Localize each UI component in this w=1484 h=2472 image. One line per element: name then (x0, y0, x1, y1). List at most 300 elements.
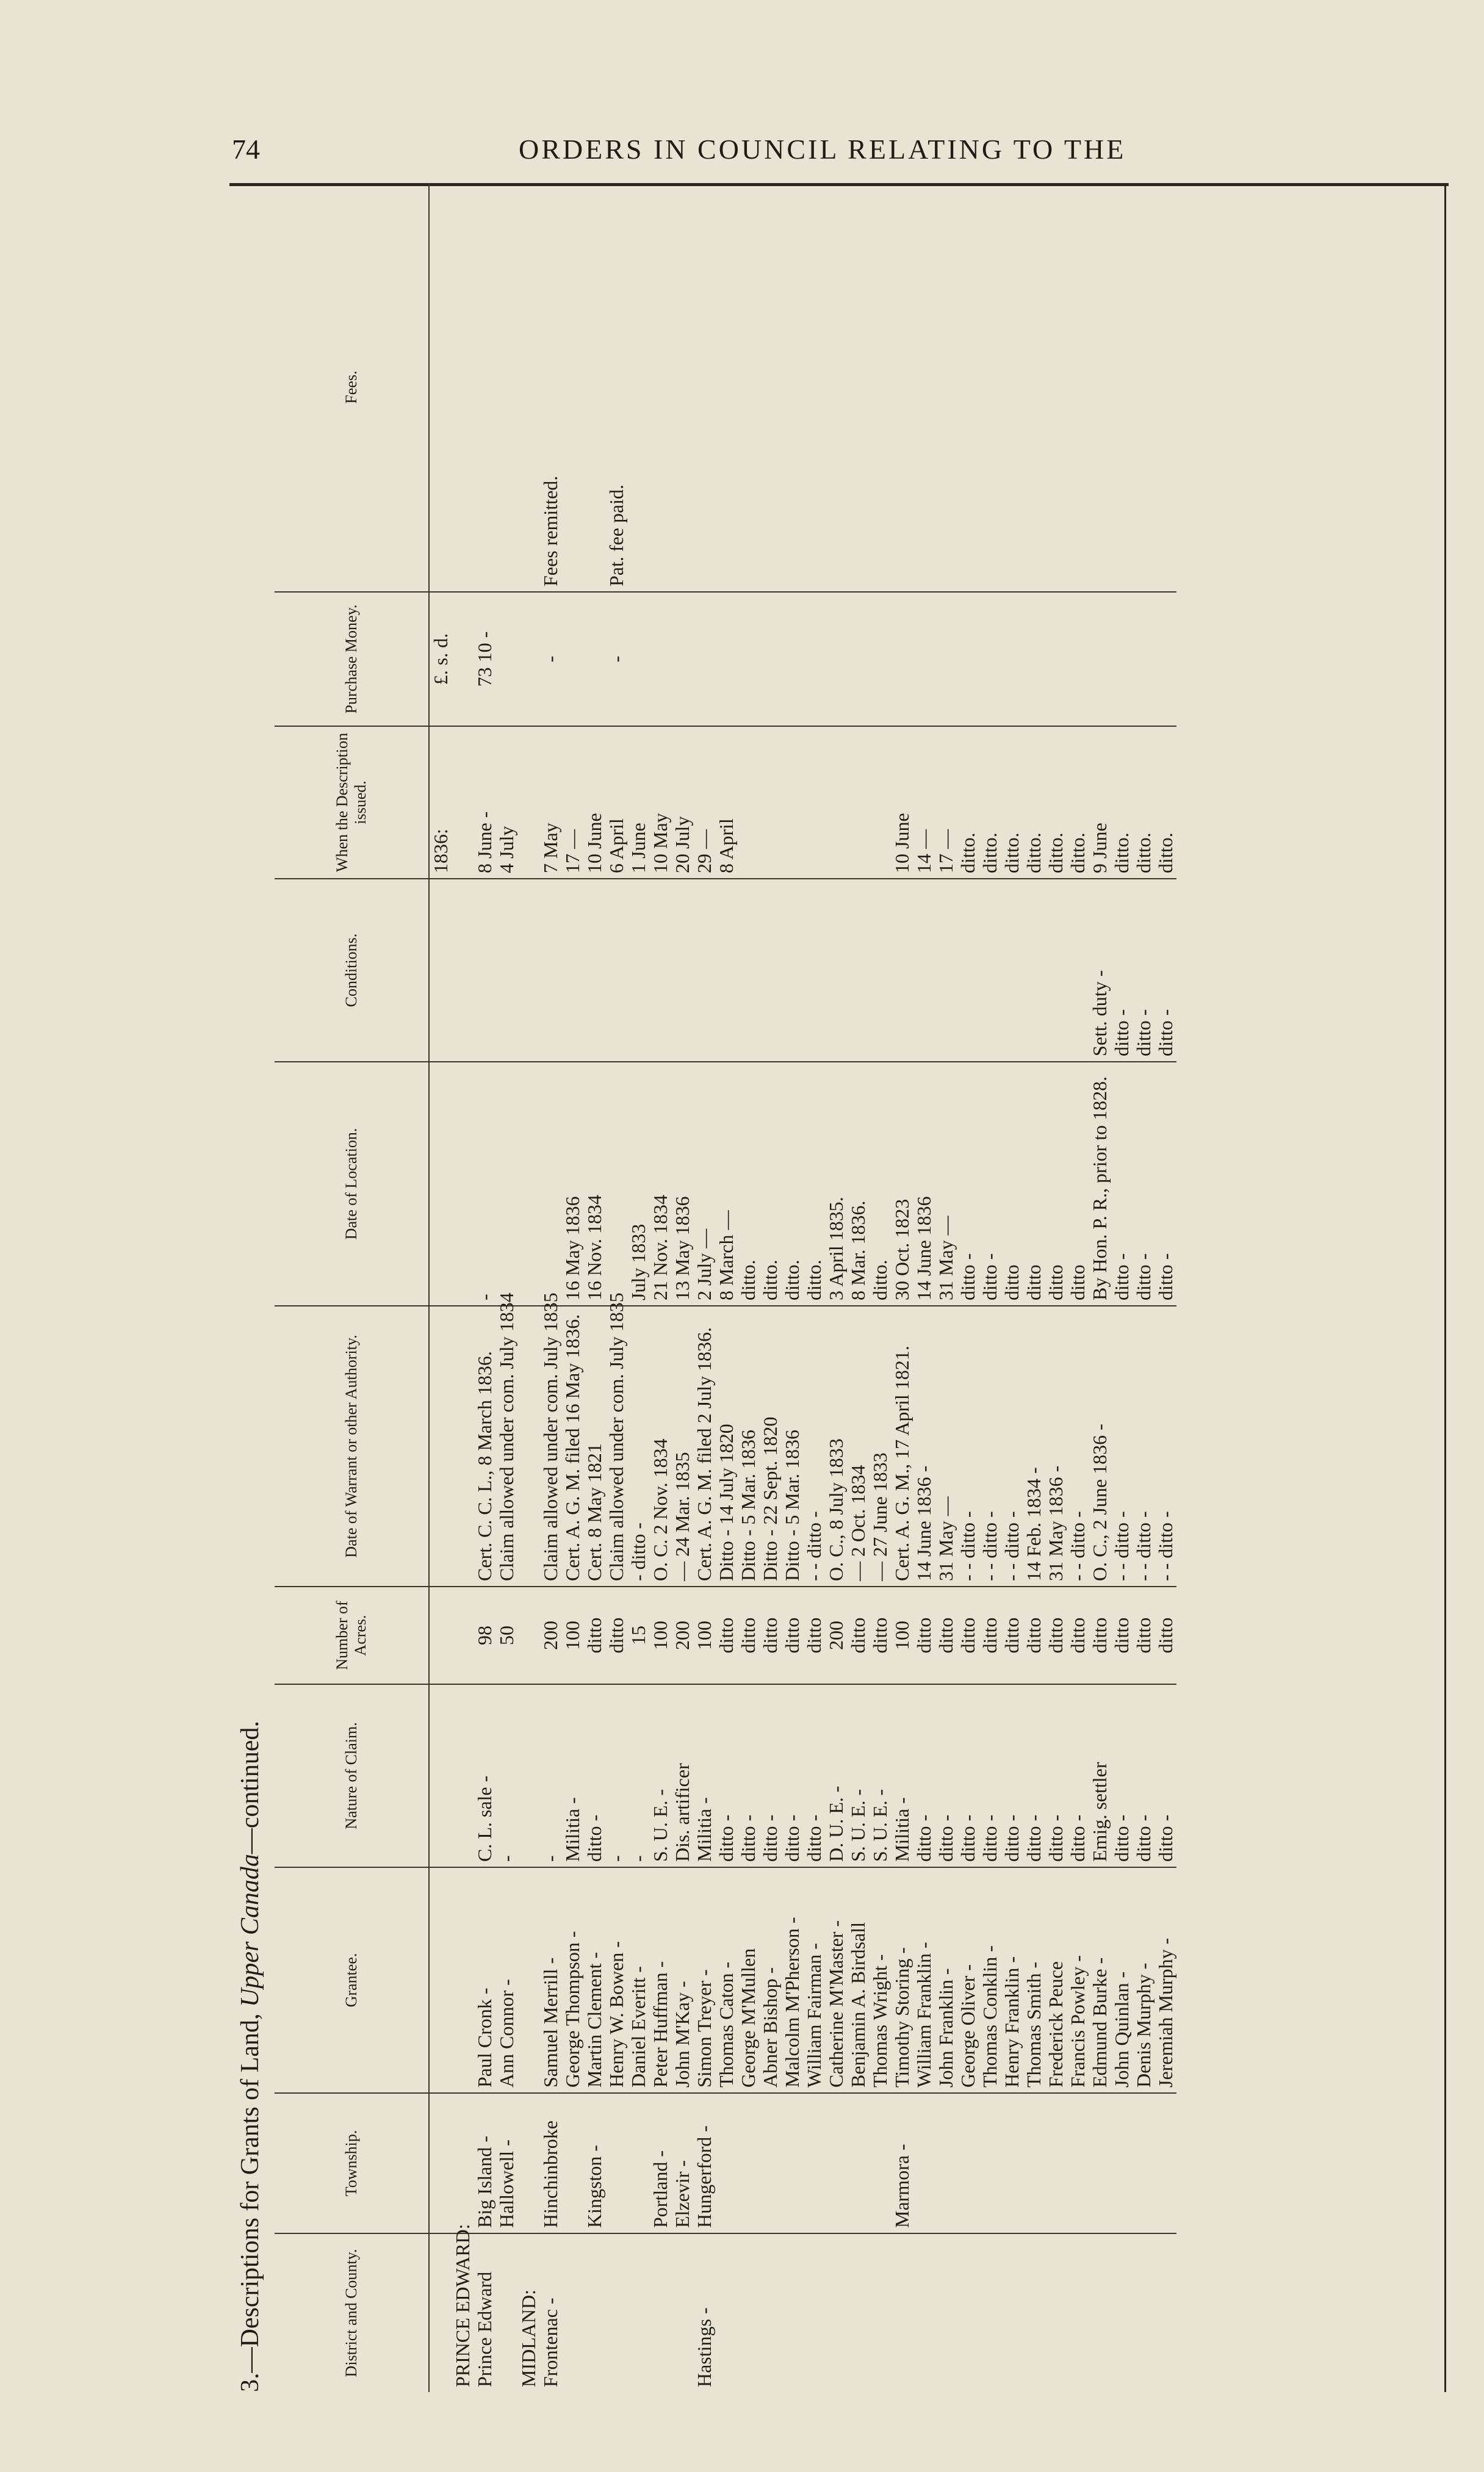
cell-district (891, 2233, 913, 2392)
cell-fees (452, 183, 474, 592)
cell-grantee: Thomas Caton - (715, 1867, 737, 2093)
cell-fees (1067, 183, 1089, 592)
cell-district (869, 2233, 891, 2392)
cell-township (1001, 2093, 1023, 2233)
table-row (1154, 183, 1176, 2392)
cell-district (1154, 2233, 1176, 2392)
cell-conditions (847, 879, 869, 1062)
table-row (869, 183, 891, 2392)
cell-issued: 17 — (561, 726, 583, 879)
cell-fees (847, 183, 869, 592)
cell-grantee (452, 1867, 474, 2093)
cell-grantee: Paul Cronk - (474, 1867, 495, 2093)
cell-acres (429, 1587, 452, 1684)
cell-warrant: Ditto - 5 Mar. 1836 (781, 1306, 803, 1587)
cell-fees (517, 183, 539, 592)
column-header: Nature of Claim. (275, 1684, 429, 1867)
cell-warrant: Claim allowed under com. July 1835 (539, 1306, 561, 1587)
cell-warrant: Cert. C. C. L., 8 March 1836. (474, 1306, 495, 1587)
cell-district (781, 2233, 803, 2392)
cell-township (1111, 2093, 1133, 2233)
cell-acres: 200 (539, 1587, 561, 1684)
cell-conditions (605, 879, 627, 1062)
cell-grantee: Edmund Burke - (1089, 1867, 1111, 2093)
cell-location: ditto - (1111, 1062, 1133, 1306)
cell-claim: Emig. settler (1089, 1684, 1111, 1867)
cell-fees (979, 183, 1001, 592)
column-header: Township. (275, 2093, 429, 2233)
cell-claim: S. U. E. - (869, 1684, 891, 1867)
cell-warrant: 31 May — (935, 1306, 957, 1587)
cell-grantee: George M'Mullen (737, 1867, 759, 2093)
cell-conditions (1001, 879, 1023, 1062)
cell-purchase (869, 592, 891, 726)
cell-location: By Hon. P. R., prior to 1828. (1089, 1062, 1111, 1306)
cell-claim: ditto - (715, 1684, 737, 1867)
cell-acres (517, 1587, 539, 1684)
cell-district (1133, 2233, 1154, 2392)
cell-conditions (957, 879, 979, 1062)
cell-grantee: Henry Franklin - (1001, 1867, 1023, 2093)
cell-township (825, 2093, 847, 2233)
cell-township: Hallowell - (495, 2093, 517, 2233)
cell-conditions (649, 879, 671, 1062)
table-header-row (275, 183, 429, 2392)
table-caption (232, 1721, 268, 2392)
cell-claim: Militia - (891, 1684, 913, 1867)
cell-claim: ditto - (759, 1684, 781, 1867)
cell-grantee: William Franklin - (913, 1867, 935, 2093)
cell-fees (869, 183, 891, 592)
cell-acres (452, 1587, 474, 1684)
cell-issued: 9 June (1089, 726, 1111, 879)
cell-grantee: William Fairman - (803, 1867, 825, 2093)
cell-conditions (452, 879, 474, 1062)
cell-conditions (737, 879, 759, 1062)
cell-claim: ditto - (781, 1684, 803, 1867)
cell-acres: ditto (583, 1587, 605, 1684)
cell-location: ditto - (1133, 1062, 1154, 1306)
cell-district (1023, 2233, 1045, 2392)
cell-district (1001, 2233, 1023, 2392)
cell-warrant: — 24 Mar. 1835 (671, 1306, 693, 1587)
table-row (1111, 183, 1133, 2392)
cell-location (539, 1062, 561, 1306)
cell-grantee: Timothy Storing - (891, 1867, 913, 2093)
cell-issued (781, 726, 803, 879)
cell-claim: ditto - (1001, 1684, 1023, 1867)
cell-claim: ditto - (1045, 1684, 1067, 1867)
cell-district: Frontenac - (539, 2297, 561, 2387)
cell-district (429, 2233, 452, 2392)
column-header: Number of Acres. (275, 1587, 429, 1684)
cell-location: 16 May 1836 (561, 1062, 583, 1306)
table-row (759, 183, 781, 2392)
cell-township: Kingston - (583, 2093, 605, 2233)
cell-fees (913, 183, 935, 592)
cell-township: Hinchinbroke (539, 2093, 561, 2233)
cell-location: 13 May 1836 (671, 1062, 693, 1306)
cell-fees (891, 183, 913, 592)
cell-issued: ditto. (1133, 726, 1154, 879)
cell-purchase (737, 592, 759, 726)
cell-claim: ditto - (1133, 1684, 1154, 1867)
cell-issued (452, 726, 474, 879)
table-row (715, 183, 737, 2392)
cell-district (1045, 2233, 1067, 2392)
cell-purchase (693, 592, 715, 726)
cell-district (671, 2233, 693, 2392)
cell-purchase (1001, 592, 1023, 726)
cell-warrant: Cert. A. G. M., 17 April 1821. (891, 1306, 913, 1587)
cell-grantee: Frederick Peuce (1045, 1867, 1067, 2093)
cell-district: MIDLAND: (517, 2290, 539, 2387)
cell-claim: ditto - (979, 1684, 1001, 1867)
cell-acres: ditto (605, 1587, 627, 1684)
cell-purchase (759, 592, 781, 726)
cell-township (627, 2093, 649, 2233)
cell-issued (737, 726, 759, 879)
cell-issued (847, 726, 869, 879)
cell-fees (561, 183, 583, 592)
cell-claim: ditto - (957, 1684, 979, 1867)
cell-grantee (517, 1867, 539, 2093)
cell-warrant (517, 1306, 539, 1587)
cell-purchase (891, 592, 913, 726)
cell-location: 30 Oct. 1823 (891, 1062, 913, 1306)
cell-district (957, 2233, 979, 2392)
cell-issued: 8 April (715, 726, 737, 879)
cell-district (605, 2233, 627, 2392)
cell-grantee: Benjamin A. Birdsall (847, 1867, 869, 2093)
cell-warrant: - - ditto - (1067, 1306, 1089, 1587)
cell-grantee: John Quinlan - (1111, 1867, 1133, 2093)
cell-township: Elzevir - (671, 2093, 693, 2233)
cell-purchase (847, 592, 869, 726)
cell-location: ditto. (803, 1062, 825, 1306)
cell-township (452, 2093, 474, 2233)
cell-acres: 98 (474, 1587, 495, 1684)
cell-acres: 100 (693, 1587, 715, 1684)
cell-district (715, 2233, 737, 2392)
cell-district (847, 2233, 869, 2392)
cell-claim: - (627, 1684, 649, 1867)
cell-claim: - (605, 1684, 627, 1867)
cell-acres: ditto (913, 1587, 935, 1684)
cell-fees (715, 183, 737, 592)
cell-issued: ditto. (979, 726, 1001, 879)
cell-warrant: - - ditto - (957, 1306, 979, 1587)
cell-claim: ditto - (737, 1684, 759, 1867)
cell-purchase: - (605, 592, 627, 726)
table-row (429, 183, 452, 2392)
cell-purchase: £. s. d. (429, 592, 452, 726)
grants-table (275, 183, 1176, 2392)
cell-grantee: Samuel Merrill - (539, 1867, 561, 2093)
cell-location: 16 Nov. 1834 (583, 1062, 605, 1306)
cell-fees (693, 183, 715, 592)
cell-acres: ditto (1045, 1587, 1067, 1684)
cell-warrant: Cert. A. G. M. filed 2 July 1836. (693, 1306, 715, 1587)
cell-claim (452, 1684, 474, 1867)
cell-district (913, 2233, 935, 2392)
cell-district (495, 2233, 517, 2392)
cell-issued: 4 July (495, 726, 517, 879)
table-row (737, 183, 759, 2392)
cell-township (1023, 2093, 1045, 2233)
cell-conditions (539, 879, 561, 1062)
cell-conditions (561, 879, 583, 1062)
cell-acres: ditto (1001, 1587, 1023, 1684)
cell-acres: 100 (649, 1587, 671, 1684)
cell-location: ditto (1045, 1062, 1067, 1306)
caption-prefix: 3.—Descriptions for Grants of Land, (236, 2013, 264, 2392)
cell-township (1154, 2093, 1176, 2233)
cell-acres: ditto (957, 1587, 979, 1684)
cell-purchase (1133, 592, 1154, 726)
cell-acres: 100 (891, 1587, 913, 1684)
cell-township: Big Island - (474, 2093, 495, 2233)
cell-township (847, 2093, 869, 2233)
cell-claim: Militia - (693, 1684, 715, 1867)
cell-conditions (759, 879, 781, 1062)
cell-location: ditto. (781, 1062, 803, 1306)
page-header (232, 133, 1446, 176)
column-header: District and County. (275, 2233, 429, 2392)
cell-fees (1023, 183, 1045, 592)
cell-fees (737, 183, 759, 592)
cell-warrant: - - ditto - (1133, 1306, 1154, 1587)
table-bottom-rule (1444, 183, 1446, 2392)
cell-grantee: Peter Huffman - (649, 1867, 671, 2093)
cell-warrant: Cert. 8 May 1821 (583, 1306, 605, 1587)
cell-conditions: ditto - (1154, 879, 1176, 1062)
cell-fees (583, 183, 605, 592)
cell-issued (517, 726, 539, 879)
cell-township (979, 2093, 1001, 2233)
column-header: Grantee. (275, 1867, 429, 2093)
cell-location: ditto. (737, 1062, 759, 1306)
cell-purchase (649, 592, 671, 726)
cell-warrant: O. C. 2 Nov. 1834 (649, 1306, 671, 1587)
cell-conditions (495, 879, 517, 1062)
cell-issued: 14 — (913, 726, 935, 879)
cell-grantee: Ann Connor - (495, 1867, 517, 2093)
cell-conditions (825, 879, 847, 1062)
cell-claim: Militia - (561, 1684, 583, 1867)
cell-issued: 29 — (693, 726, 715, 879)
cell-warrant: - - ditto - (1111, 1306, 1133, 1587)
cell-acres: ditto (781, 1587, 803, 1684)
cell-location: 2 July — (693, 1062, 715, 1306)
cell-location: 14 June 1836 (913, 1062, 935, 1306)
cell-location: 3 April 1835. (825, 1062, 847, 1306)
cell-township (1089, 2093, 1111, 2233)
cell-acres: ditto (1133, 1587, 1154, 1684)
cell-location: ditto (1023, 1062, 1045, 1306)
table-row (605, 183, 627, 2392)
cell-warrant: 31 May 1836 - (1045, 1306, 1067, 1587)
cell-location: 8 March — (715, 1062, 737, 1306)
cell-fees (649, 183, 671, 592)
cell-claim: S. U. E. - (847, 1684, 869, 1867)
cell-grantee: Henry W. Bowen - (605, 1867, 627, 2093)
cell-conditions (715, 879, 737, 1062)
cell-claim: ditto - (583, 1684, 605, 1867)
cell-issued: 17 — (935, 726, 957, 879)
cell-fees (1111, 183, 1133, 592)
cell-township (913, 2093, 935, 2233)
cell-conditions (1023, 879, 1045, 1062)
cell-fees (1154, 183, 1176, 592)
cell-claim: ditto - (1111, 1684, 1133, 1867)
cell-location: 8 Mar. 1836. (847, 1062, 869, 1306)
cell-fees (474, 183, 495, 592)
cell-location (429, 1062, 452, 1306)
cell-acres: 200 (671, 1587, 693, 1684)
column-header: When the Description issued. (275, 726, 429, 879)
cell-fees: Pat. fee paid. (605, 183, 627, 592)
cell-conditions (583, 879, 605, 1062)
column-header: Fees. (275, 183, 429, 592)
cell-issued (759, 726, 781, 879)
cell-claim: ditto - (913, 1684, 935, 1867)
cell-warrant: - - ditto - (1154, 1306, 1176, 1587)
cell-warrant: 14 Feb. 1834 - (1023, 1306, 1045, 1587)
cell-township (803, 2093, 825, 2233)
cell-township (781, 2093, 803, 2233)
cell-grantee: Thomas Conklin - (979, 1867, 1001, 2093)
cell-township (429, 2093, 452, 2233)
cell-warrant: Ditto - 22 Sept. 1820 (759, 1306, 781, 1587)
cell-acres: ditto (1023, 1587, 1045, 1684)
cell-township (1067, 2093, 1089, 2233)
cell-conditions (693, 879, 715, 1062)
cell-purchase (671, 592, 693, 726)
cell-purchase (517, 592, 539, 726)
cell-purchase (495, 592, 517, 726)
cell-location: ditto - (1154, 1062, 1176, 1306)
table-row (561, 183, 583, 2392)
cell-warrant: Ditto - 5 Mar. 1836 (737, 1306, 759, 1587)
cell-acres: ditto (847, 1587, 869, 1684)
table-row (803, 183, 825, 2392)
cell-claim (517, 1684, 539, 1867)
cell-location: ditto - (979, 1062, 1001, 1306)
cell-claim: Dis. artificer (671, 1684, 693, 1867)
cell-district (649, 2233, 671, 2392)
cell-conditions (935, 879, 957, 1062)
cell-township (935, 2093, 957, 2233)
cell-acres: ditto (979, 1587, 1001, 1684)
cell-grantee: Malcolm M'Pherson - (781, 1867, 803, 2093)
cell-grantee: John M'Kay - (671, 1867, 693, 2093)
cell-township (957, 2093, 979, 2233)
cell-conditions (1067, 879, 1089, 1062)
cell-conditions: ditto - (1133, 879, 1154, 1062)
cell-district (737, 2233, 759, 2392)
cell-grantee: Thomas Smith - (1023, 1867, 1045, 2093)
cell-district (979, 2233, 1001, 2392)
cell-issued (803, 726, 825, 879)
cell-location: - (474, 1062, 495, 1306)
cell-acres: ditto (1089, 1587, 1111, 1684)
cell-conditions (474, 879, 495, 1062)
cell-claim: S. U. E. - (649, 1684, 671, 1867)
cell-district (583, 2233, 605, 2392)
cell-grantee: Martin Clement - (583, 1867, 605, 2093)
cell-district (803, 2233, 825, 2392)
cell-district (825, 2233, 847, 2392)
cell-fees: Fees remitted. (539, 183, 561, 592)
table-row (1067, 183, 1089, 2392)
table-row (495, 183, 517, 2392)
cell-purchase (1089, 592, 1111, 726)
cell-location (495, 1062, 517, 1306)
cell-warrant: Claim allowed under com. July 1835 (605, 1306, 627, 1587)
cell-fees (825, 183, 847, 592)
cell-fees (1133, 183, 1154, 592)
page-number: 74 (232, 134, 260, 165)
cell-purchase (913, 592, 935, 726)
cell-location: ditto (1001, 1062, 1023, 1306)
cell-warrant (452, 1306, 474, 1587)
cell-grantee: Daniel Everitt - (627, 1867, 649, 2093)
table-body (429, 183, 1176, 2392)
cell-grantee: George Oliver - (957, 1867, 979, 2093)
cell-location: ditto (1067, 1062, 1089, 1306)
cell-fees (495, 183, 517, 592)
cell-location: ditto - (957, 1062, 979, 1306)
cell-township (737, 2093, 759, 2233)
cell-grantee: Abner Bishop - (759, 1867, 781, 2093)
cell-issued: 10 May (649, 726, 671, 879)
cell-township (605, 2093, 627, 2233)
cell-grantee: Thomas Wright - (869, 1867, 891, 2093)
cell-grantee: Denis Murphy - (1133, 1867, 1154, 2093)
cell-fees (1045, 183, 1067, 592)
cell-fees (627, 183, 649, 592)
table-row (781, 183, 803, 2392)
cell-conditions (913, 879, 935, 1062)
cell-acres: ditto (737, 1587, 759, 1684)
cell-conditions (1045, 879, 1067, 1062)
cell-acres: 100 (561, 1587, 583, 1684)
cell-conditions (627, 879, 649, 1062)
cell-township (1133, 2093, 1154, 2233)
cell-fees (1089, 183, 1111, 592)
cell-claim (429, 1684, 452, 1867)
cell-warrant: - ditto - (627, 1306, 649, 1587)
table-row (583, 183, 605, 2392)
cell-conditions (781, 879, 803, 1062)
caption-suffix: —continued. (236, 1721, 264, 1854)
cell-grantee: Jeremiah Murphy - (1154, 1867, 1176, 2093)
cell-warrant: — 27 June 1833 (869, 1306, 891, 1587)
cell-acres: ditto (759, 1587, 781, 1684)
cell-issued: 8 June - (474, 726, 495, 879)
table-row (1023, 183, 1045, 2392)
table-row (1045, 183, 1067, 2392)
cell-purchase (627, 592, 649, 726)
cell-issued (869, 726, 891, 879)
cell-fees (935, 183, 957, 592)
rotated-table-block (232, 183, 1446, 2392)
column-header: Conditions. (275, 879, 429, 1062)
cell-warrant: Ditto - 14 July 1820 (715, 1306, 737, 1587)
cell-purchase (825, 592, 847, 726)
cell-claim: ditto - (1067, 1684, 1089, 1867)
